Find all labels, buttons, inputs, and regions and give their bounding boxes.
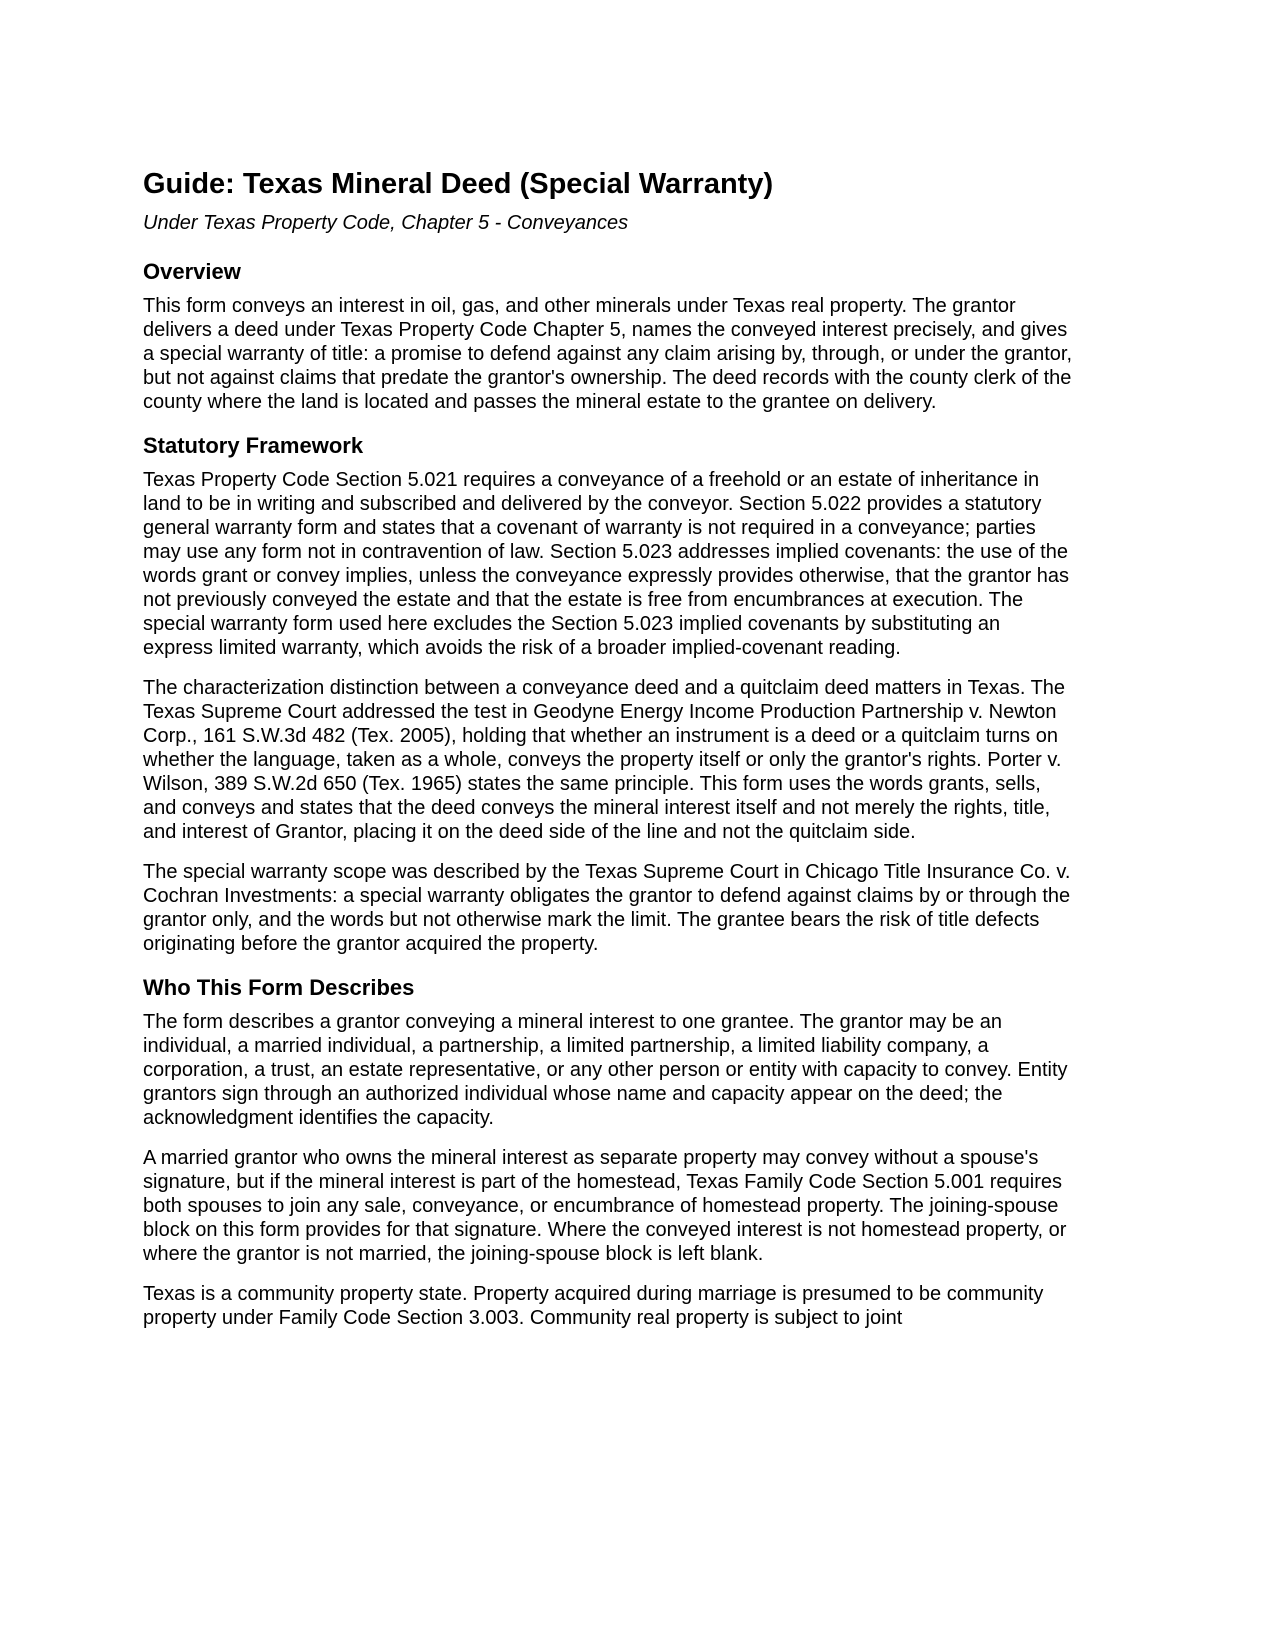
paragraph: The characterization distinction between a conveyance deed and a quitclaim deed matters in Texas. The Texas Supreme Court addressed the test in Geodyne Energy Income Production Partnership v. Newton Corp., 161 S.W.3d 482 (Tex. 2005), holding that whether an instrument is a deed or a quitclaim turns on whether the language, taken as a whole, conveys the property itself or only the grantor's rights. Porter v. Wilson, 389 S.W.2d 650 (Tex. 1965) states the same principle. This form uses the words grants, sells, and conveys and states that the deed conveys the mineral interest itself and not merely the rights, title, and interest of Grantor, placing it on the deed side of the line and not the quitclaim side. bbox=[143, 677, 1066, 843]
paragraph: The form describes a grantor conveying a mineral interest to one grantee. The grantor may be an individual, a married individual, a partnership, a limited partnership, a limited liability company, a corporation, a trust, an estate representative, or any other person or entity with capacity to convey. Entity grantors sign through an authorized individual whose name and capacity appear on the deed; the acknowledgment identifies the capacity. bbox=[143, 1011, 1068, 1129]
section-statutory-framework bbox=[143, 432, 1073, 956]
section-heading-statutory-framework: Statutory Framework bbox=[143, 433, 364, 458]
section-heading-overview: Overview bbox=[143, 259, 241, 284]
section-overview bbox=[143, 258, 1073, 414]
document-subtitle: Under Texas Property Code, Chapter 5 - Conveyances bbox=[143, 212, 629, 234]
document-title: Guide: Texas Mineral Deed (Special Warranty) bbox=[143, 168, 774, 200]
paragraph: A married grantor who owns the mineral interest as separate property may convey without a spouse's signature, but if the mineral interest is part of the homestead, Texas Family Code Section 5.001 requires both spouses to join any sale, conveyance, or encumbrance of homestead property. The joining-spouse block on this form provides for that signature. Where the conveyed interest is not homestead property, or where the grantor is not married, the joining-spouse block is left blank. bbox=[143, 1147, 1067, 1265]
paragraph: Texas is a community property state. Property acquired during marriage is presumed to be community property under Family Code Section 3.003. Community real property is subject to joint bbox=[143, 1283, 1044, 1329]
paragraph: Texas Property Code Section 5.021 requires a conveyance of a freehold or an estate of inheritance in land to be in writing and subscribed and delivered by the conveyor. Section 5.022 provides a statutory general warranty form and states that a covenant of warranty is not required in a conveyance; parties may use any form not in contravention of law. Section 5.023 addresses implied covenants: the use of the words grant or convey implies, unless the conveyance expressly provides otherwise, that the grantor has not previously conveyed the estate and that the estate is free from encumbrances at execution. The special warranty form used here excludes the Section 5.023 implied covenants by substituting an express limited warranty, which avoids the risk of a broader implied-covenant reading. bbox=[143, 469, 1070, 659]
document-page bbox=[143, 164, 1073, 1330]
paragraph: The special warranty scope was described by the Texas Supreme Court in Chicago Title Insurance Co. v. Cochran Investments: a special warranty obligates the grantor to defend against claims by or through the grantor only, and the words but not otherwise mark the limit. The grantee bears the risk of title defects originating before the grantor acquired the property. bbox=[143, 861, 1071, 955]
section-heading-who-this-form-describes: Who This Form Describes bbox=[143, 975, 415, 1000]
paragraph: This form conveys an interest in oil, gas, and other minerals under Texas real property. The grantor delivers a deed under Texas Property Code Chapter 5, names the conveyed interest precisely, and gives a special warranty of title: a promise to defend against any claim arising by, through, or under the grantor, but not against claims that predate the grantor's ownership. The deed records with the county clerk of the county where the land is located and passes the mineral estate to the grantee on delivery. bbox=[143, 295, 1073, 413]
section-who-this-form-describes bbox=[143, 974, 1073, 1330]
